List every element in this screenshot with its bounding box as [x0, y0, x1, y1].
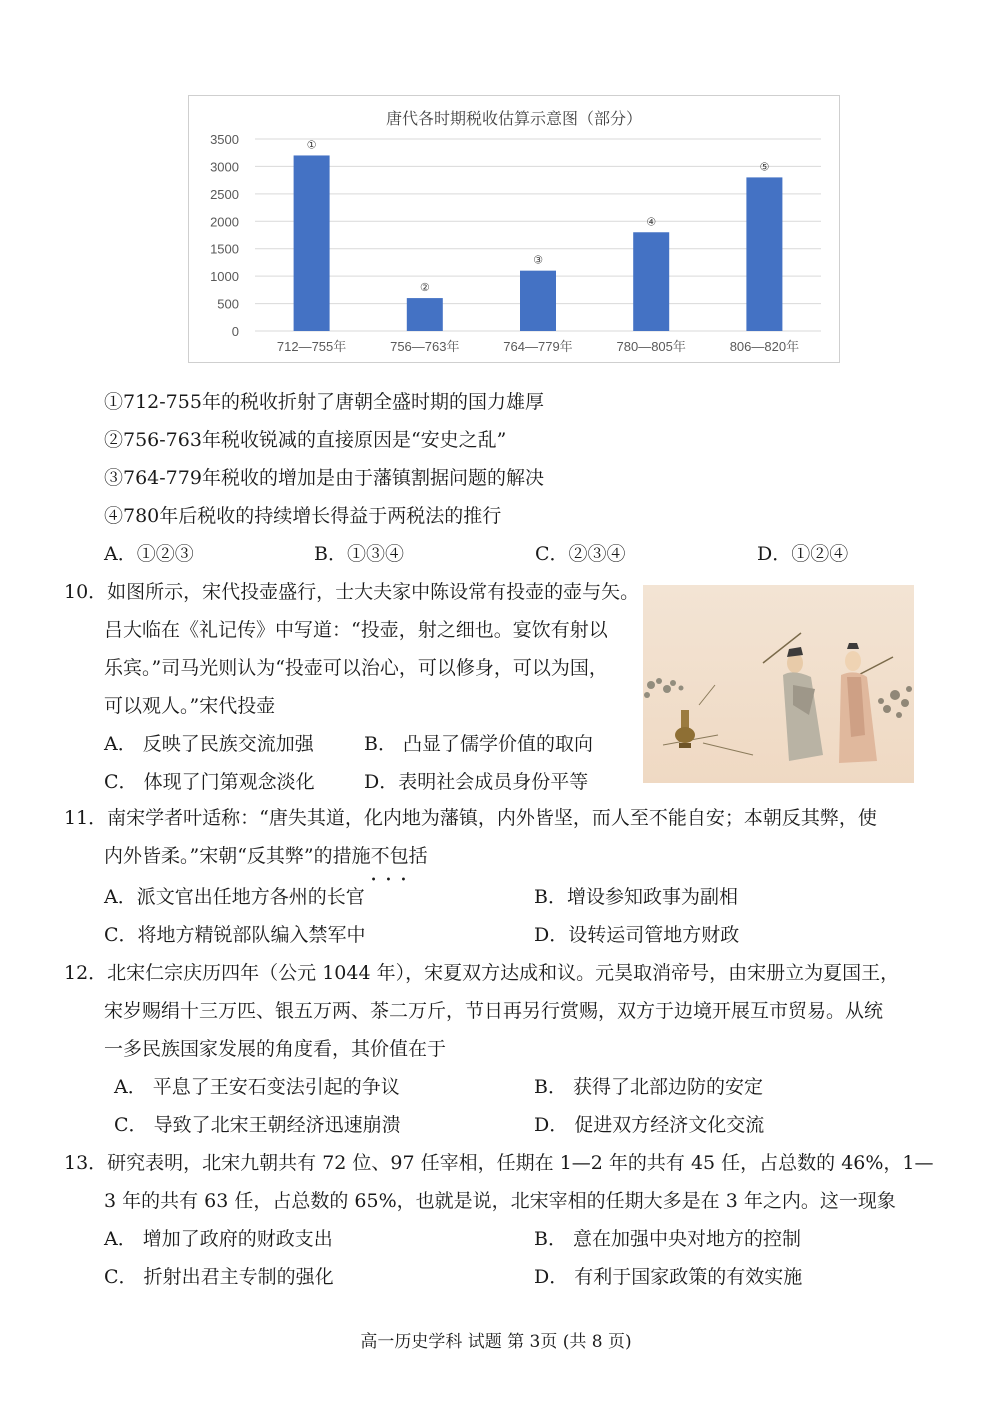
y-tick-label: 1000 [210, 269, 239, 285]
x-tick-label: 780—805年 [616, 339, 686, 354]
chart-title: 唐代各时期税收估算示意图（部分） [385, 111, 643, 128]
q12-option-c[interactable]: C． 导致了北宋王朝经济迅速崩溃 [114, 1114, 401, 1136]
x-tick-label: 756—763年 [390, 339, 460, 354]
q10-stem-line-3: 乐宾。”司马光则认为“投壶可以治心，可以修身，可以为国， [104, 657, 608, 679]
q9-statement-4: ④780年后税收的持续增长得益于两税法的推行 [104, 505, 502, 527]
y-tick-label: 500 [217, 296, 239, 312]
y-tick-label: 3500 [210, 132, 239, 147]
x-tick-label: 806—820年 [729, 339, 800, 354]
q10-stem-line-2: 吕大临在《礼记传》中写道：“投壶，射之细也。宴饮有射以 [104, 619, 608, 641]
q9-statement-3: ③764-779年税收的增加是由于藩镇割据问题的解决 [104, 467, 544, 489]
q12-stem-line-3: 一多民族国家发展的角度看，其价值在于 [104, 1038, 447, 1060]
y-tick-label: 2500 [210, 186, 239, 202]
bar [633, 232, 669, 331]
y-tick-label: 3000 [210, 159, 239, 175]
y-tick-label: 2000 [210, 214, 239, 230]
bar [407, 298, 443, 331]
q10-option-c[interactable]: C． 体现了门第观念淡化 [104, 771, 315, 793]
bar [520, 271, 556, 331]
q9-statement-2: ②756-763年税收锐减的直接原因是“安史之乱” [104, 429, 507, 451]
q9-option-d[interactable]: D．①②④ [757, 543, 849, 565]
q11-emphasis: 不包括 ••• [371, 845, 428, 867]
q12-stem-line-1: 12．北宋仁宗庆历四年（公元 1044 年），宋夏双方达成和议。元昊取消帝号，由宋册立为夏国王， [64, 962, 900, 984]
q13-option-b[interactable]: B． 意在加强中央对地方的控制 [534, 1228, 802, 1250]
q10-stem-line-1: 10．如图所示，宋代投壶盛行，士大夫家中陈设常有投壶的壶与矢。 [64, 581, 640, 603]
y-tick-label: 1500 [210, 241, 239, 257]
q13-option-c[interactable]: C． 折射出君主专制的强化 [104, 1266, 334, 1288]
q12-option-a[interactable]: A． 平息了王安石变法引起的争议 [114, 1076, 400, 1098]
q9-option-b[interactable]: B．①③④ [314, 543, 404, 565]
emphasis-dots: ••• [370, 875, 416, 886]
bar-label: ③ [533, 253, 543, 267]
touhu-painting [643, 585, 914, 783]
q12-option-d[interactable]: D． 促进双方经济文化交流 [534, 1114, 765, 1136]
bar [746, 177, 782, 331]
q9-statement-1: ①712-755年的税收折射了唐朝全盛时期的国力雄厚 [104, 391, 544, 413]
q10-option-a[interactable]: A． 反映了民族交流加强 [104, 733, 314, 755]
x-tick-label: 764—779年 [503, 339, 573, 354]
q13-stem-line-1: 13．研究表明，北宋九朝共有 72 位、97 任宰相，任期在 1—2 年的共有 45 任，占总数的 46%，1— [64, 1152, 934, 1174]
q11-stem-prefix: 内外皆柔。”宋朝“反其弊”的措施 [104, 845, 371, 867]
q9-option-c[interactable]: C．②③④ [535, 543, 626, 565]
bar [294, 155, 330, 331]
bar-label: ⑤ [759, 160, 770, 174]
touhu-painting-art [643, 585, 914, 783]
q13-option-a[interactable]: A． 增加了政府的财政支出 [104, 1228, 333, 1250]
tax-bar-chart [189, 96, 839, 362]
q11-option-b[interactable]: B．增设参知政事为副相 [534, 886, 738, 908]
bar-label: ① [306, 138, 317, 152]
q12-stem-line-2: 宋岁赐绢十三万匹、银五万两、茶二万斤，节日再另行赏赐，双方于边境开展互市贸易。从统 [104, 1000, 884, 1022]
q11-option-c[interactable]: C．将地方精锐部队编入禁军中 [104, 924, 366, 946]
bar-label: ④ [646, 215, 657, 229]
page-footer: 高一历史学科 试题 第 3页 (共 8 页) [360, 1332, 632, 1352]
q10-option-d[interactable]: D．表明社会成员身份平等 [364, 771, 589, 793]
q11-option-a[interactable]: A．派文官出任地方各州的长官 [104, 886, 365, 908]
q10-option-b[interactable]: B． 凸显了儒学价值的取向 [364, 733, 594, 755]
q12-option-b[interactable]: B． 获得了北部边防的安定 [534, 1076, 764, 1098]
q13-stem-line-2: 3 年的共有 63 任，占总数的 65%，也就是说，北宋宰相的任期大多是在 3 年之内。这一现象 [104, 1190, 896, 1212]
tax-chart [188, 95, 840, 363]
bar-label: ② [419, 281, 430, 295]
q9-option-a[interactable]: A．①②③ [104, 543, 194, 565]
x-tick-label: 712—755年 [276, 339, 347, 354]
q10-stem-line-4: 可以观人。”宋代投壶 [104, 695, 276, 717]
q11-stem-line-1: 11．南宋学者叶适称：“唐失其道，化内地为藩镇，内外皆坚，而人至不能自安；本朝反其弊，使 [64, 807, 877, 829]
y-tick-label: 0 [231, 324, 239, 339]
q11-option-d[interactable]: D．设转运司管地方财政 [534, 924, 740, 946]
q11-stem-line-2 [104, 843, 428, 886]
q13-option-d[interactable]: D． 有利于国家政策的有效实施 [534, 1266, 803, 1288]
